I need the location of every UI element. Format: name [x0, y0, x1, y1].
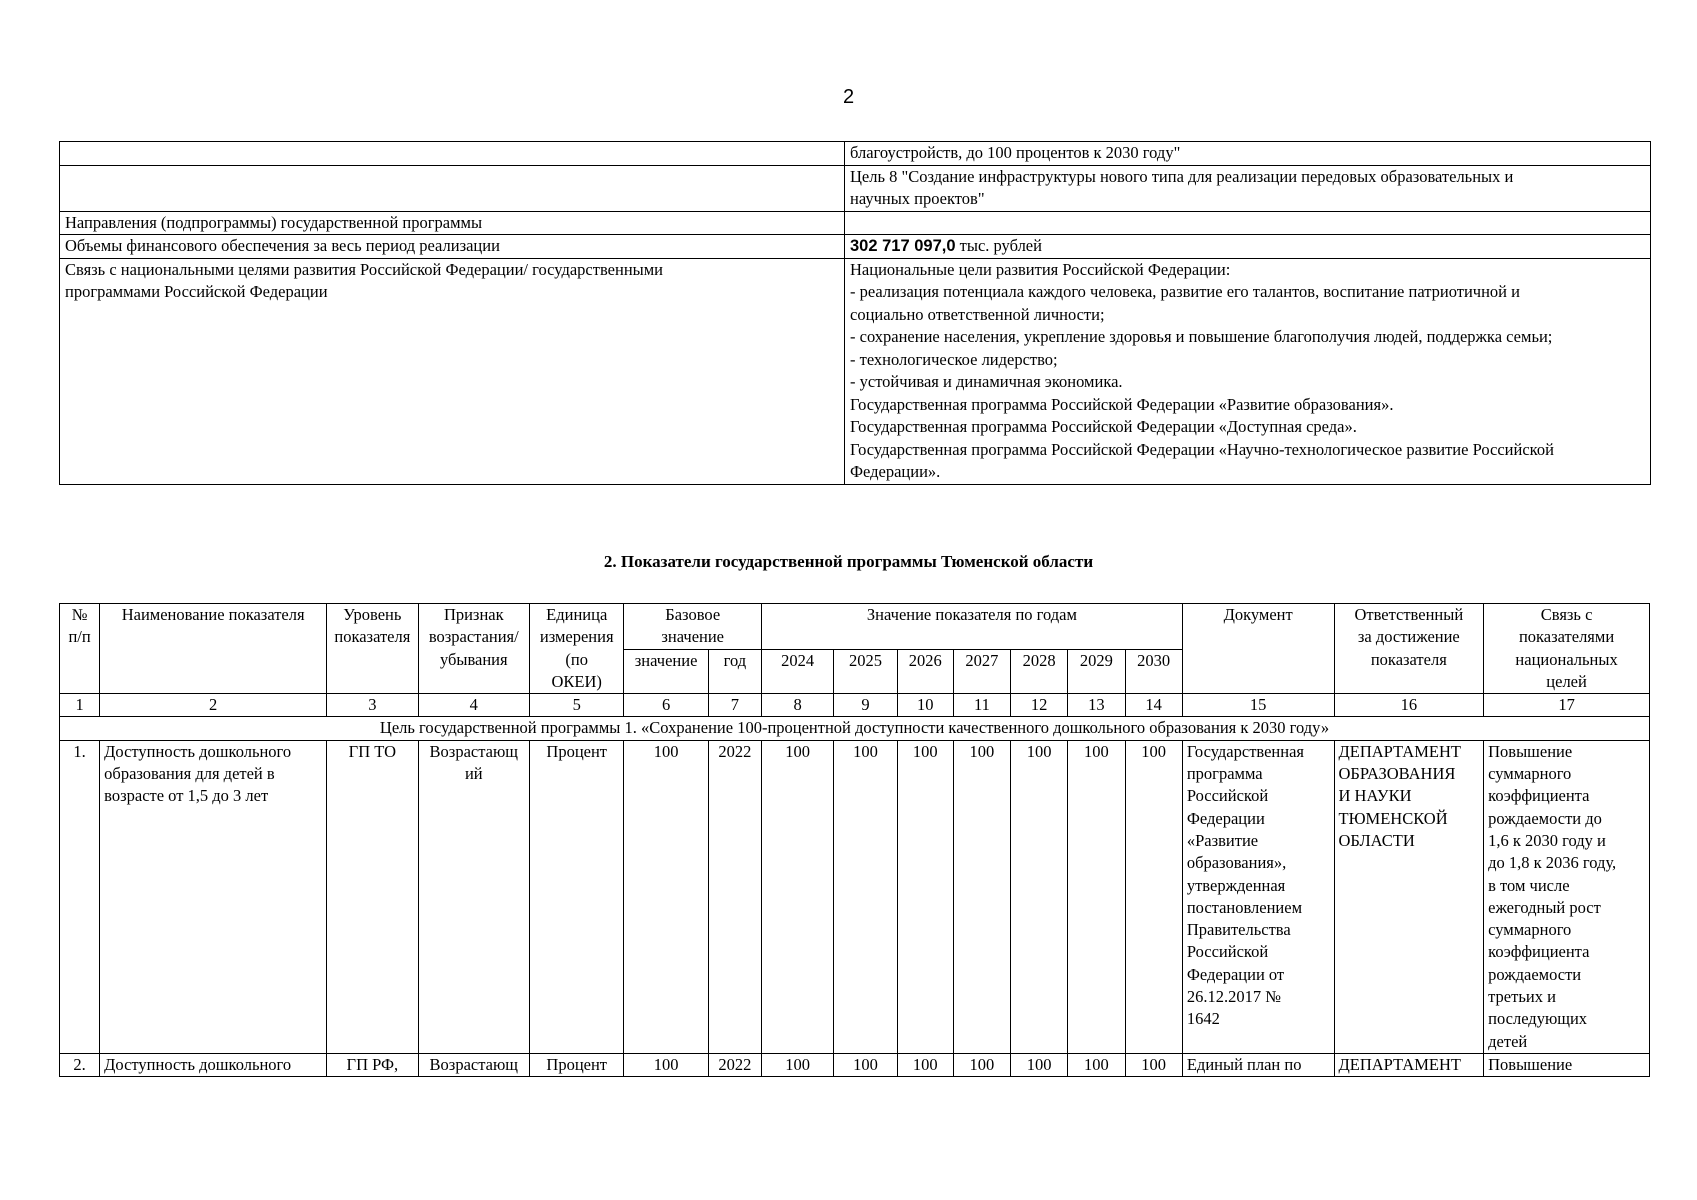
text-line: Федерации от: [1186, 964, 1285, 984]
text-line: коэффициента: [1488, 786, 1590, 806]
text-line: Государственная программа Российской Федерации «Доступная среда».: [850, 417, 1357, 436]
passport-right-cell: [845, 235, 1651, 259]
text-line: - реализация потенциала каждого человека, развитие его талантов, воспитание патриотичной и: [850, 282, 1520, 301]
indicator-name: [100, 740, 327, 1053]
text-line: социально ответственной личности;: [850, 304, 1105, 324]
column-number: 1: [60, 694, 100, 717]
header-row: [60, 604, 1650, 650]
text-line: детей: [1488, 1031, 1528, 1051]
table-row: [60, 740, 1650, 1053]
text-line: утвержденная: [1186, 875, 1286, 895]
header-base: [624, 604, 762, 650]
indicator-national-link: Повышение: [1484, 1053, 1650, 1076]
column-number: 7: [708, 694, 761, 717]
year-value: 100: [953, 1053, 1010, 1076]
passport-left-cell: [60, 258, 845, 484]
passport-right-cell: [845, 165, 1651, 211]
header-base-value: значение: [624, 649, 708, 694]
text-line: Российской: [1186, 942, 1269, 962]
text-line: ОБЛАСТИ: [1338, 830, 1415, 850]
year-value: 100: [1125, 1053, 1182, 1076]
text-line: - сохранение населения, укрепление здоровья и повышение благополучия людей, поддержка семьи;: [850, 327, 1553, 346]
passport-left-cell: Направления (подпрограммы) государственной программы: [60, 211, 845, 235]
passport-row: [60, 211, 1651, 235]
text-line: программами Российской Федерации: [65, 282, 328, 301]
header-line: показателя: [1370, 649, 1447, 669]
column-number: 8: [762, 694, 834, 717]
text-line: коэффициента: [1488, 942, 1590, 962]
header-year: 2026: [897, 649, 953, 694]
indicator-responsible: ДЕПАРТАМЕНТ: [1334, 1053, 1484, 1076]
header-year: 2030: [1125, 649, 1182, 694]
text-line: Связь с национальными целями развития Российской Федерации/ государственными: [65, 259, 664, 279]
text-line: ОБРАЗОВАНИЯ: [1338, 764, 1456, 784]
header-responsible: [1334, 604, 1484, 694]
header-line: измерения: [539, 627, 614, 647]
text-line: программа: [1186, 764, 1263, 784]
indicator-sign: [418, 740, 529, 1053]
text-line: Возрастающ: [429, 741, 518, 761]
column-number: 11: [953, 694, 1010, 717]
header-sign: [418, 604, 529, 694]
header-number: [60, 604, 100, 694]
indicator-document: Единый план по: [1182, 1053, 1334, 1076]
header-line: Уровень: [343, 605, 402, 624]
indicator-unit: Процент: [530, 740, 624, 1053]
column-number-row: [60, 694, 1650, 717]
year-value: 100: [834, 1053, 897, 1076]
column-number: 6: [624, 694, 708, 717]
passport-row: [60, 165, 1651, 211]
text-line: И НАУКИ: [1338, 786, 1412, 806]
text-line: Цель 8 "Создание инфраструктуры нового типа для реализации передовых образовательных и: [850, 166, 1514, 186]
text-line: Государственная программа Российской Федерации «Развитие образования».: [850, 394, 1394, 414]
text-line: Государственная программа Российской Федерации «Научно-технологическое развитие Российской: [850, 439, 1554, 459]
header-base-year: год: [708, 649, 761, 694]
goal-row: [60, 717, 1650, 740]
header-link: [1484, 604, 1650, 694]
header-year: 2028: [1011, 649, 1068, 694]
indicator-unit: Процент: [530, 1053, 624, 1076]
header-line: п/п: [68, 627, 91, 647]
column-number: 17: [1484, 694, 1650, 717]
header-year: 2027: [953, 649, 1010, 694]
header-line: Признак: [443, 605, 504, 624]
passport-left-cell: Объемы финансового обеспечения за весь период реализации: [60, 235, 845, 259]
header-line: Ответственный: [1354, 605, 1464, 624]
column-number: 12: [1011, 694, 1068, 717]
text-line: рождаемости: [1488, 964, 1582, 984]
header-years-group: Значение показателя по годам: [762, 604, 1183, 650]
text-line: благоустройств, до 100 процентов к 2030 году": [850, 143, 1181, 162]
indicator-level: ГП ТО: [327, 740, 418, 1053]
text-line: ежегодный рост: [1488, 897, 1601, 917]
passport-table: [59, 141, 1651, 485]
text-line: последующих: [1488, 1009, 1588, 1029]
column-number: 3: [327, 694, 418, 717]
section-title: 2. Показатели государственной программы Тюменской области: [603, 552, 1094, 571]
header-line: убывания: [439, 649, 508, 669]
passport-right-cell: [845, 142, 1651, 166]
column-number: 2: [100, 694, 327, 717]
column-number: 13: [1068, 694, 1125, 717]
header-line: (по: [565, 649, 588, 669]
goal-text: Цель государственной программы 1. «Сохранение 100-процентной доступности качественного дошкольного образования к 2030 году»: [60, 717, 1650, 740]
text-line: в том числе: [1488, 875, 1570, 895]
text-line: Федерации: [1186, 808, 1265, 828]
base-value: 100: [624, 740, 708, 1053]
text-line: суммарного: [1488, 920, 1572, 940]
header-name: Наименование показателя: [100, 604, 327, 694]
funding-unit: тыс. рублей: [955, 236, 1042, 255]
text-line: Государственная: [1186, 741, 1305, 761]
column-number: 9: [834, 694, 897, 717]
text-line: «Развитие: [1186, 830, 1259, 850]
base-value: 100: [624, 1053, 708, 1076]
text-line: научных проектов": [850, 189, 985, 208]
text-line: возрасте от 1,5 до 3 лет: [104, 786, 269, 806]
text-line: до 1,8 к 2036 году,: [1488, 853, 1617, 873]
header-year: 2024: [762, 649, 834, 694]
text-line: Правительства: [1186, 920, 1291, 940]
text-line: 1,6 к 2030 году и: [1488, 830, 1606, 850]
base-year: 2022: [708, 740, 761, 1053]
header-line: ОКЕИ): [551, 671, 602, 691]
header-year: 2029: [1068, 649, 1125, 694]
text-line: образования»,: [1186, 853, 1287, 873]
header-line: возрастания/: [428, 627, 519, 647]
row-number: 1.: [60, 740, 100, 1053]
passport-right-cell: [845, 258, 1651, 484]
text-line: ДЕПАРТАМЕНТ: [1338, 741, 1461, 761]
funding-amount: 302 717 097,0: [850, 237, 956, 255]
passport-left-cell: [60, 165, 845, 211]
year-value: 100: [897, 740, 953, 1053]
text-line: ТЮМЕНСКОЙ: [1338, 808, 1448, 828]
column-number: 5: [530, 694, 624, 717]
year-value: 100: [953, 740, 1010, 1053]
header-line: №: [71, 605, 88, 624]
text-line: Национальные цели развития Российской Федерации:: [850, 259, 1231, 279]
text-line: ий: [464, 764, 483, 784]
text-line: Российской: [1186, 786, 1269, 806]
indicator-responsible: [1334, 740, 1484, 1053]
text-line: образования для детей в: [104, 764, 275, 784]
indicator-name: Доступность дошкольного: [100, 1053, 327, 1076]
table-row: [60, 1053, 1650, 1076]
text-line: постановлением: [1186, 897, 1303, 917]
column-number: 15: [1182, 694, 1334, 717]
text-line: - устойчивая и динамичная экономика.: [850, 372, 1123, 391]
year-value: 100: [1068, 740, 1125, 1053]
header-line: Базовое: [665, 605, 721, 624]
base-year: 2022: [708, 1053, 761, 1076]
year-value: 100: [834, 740, 897, 1053]
year-value: 100: [1011, 1053, 1068, 1076]
indicator-national-link: [1484, 740, 1650, 1053]
text-line: - технологическое лидерство;: [850, 349, 1058, 369]
year-value: 100: [1125, 740, 1182, 1053]
header-line: Единица: [546, 605, 608, 624]
column-number: 10: [897, 694, 953, 717]
page-number: 2: [842, 86, 855, 108]
passport-row: [60, 258, 1651, 484]
header-year: 2025: [834, 649, 897, 694]
header-document: Документ: [1182, 604, 1334, 694]
year-value: 100: [1068, 1053, 1125, 1076]
year-value: 100: [762, 740, 834, 1053]
header-line: национальных: [1515, 649, 1618, 669]
header-line: Связь с: [1540, 605, 1593, 624]
text-line: 26.12.2017 №: [1186, 987, 1281, 1007]
indicator-document: [1182, 740, 1334, 1053]
passport-row: [60, 235, 1651, 259]
indicator-level: ГП РФ,: [327, 1053, 418, 1076]
header-line: за достижение: [1357, 627, 1460, 647]
indicator-sign: Возрастающ: [418, 1053, 529, 1076]
header-line: целей: [1546, 671, 1587, 691]
year-value: 100: [762, 1053, 834, 1076]
header-unit: [530, 604, 624, 694]
text-line: третьих и: [1488, 987, 1556, 1007]
text-line: рождаемости до: [1488, 808, 1602, 828]
row-number: 2.: [60, 1053, 100, 1076]
header-line: показателя: [334, 627, 411, 647]
passport-left-cell: [60, 142, 845, 166]
text-line: Доступность дошкольного: [104, 741, 292, 761]
passport-right-cell: [845, 211, 1651, 235]
column-number: 14: [1125, 694, 1182, 717]
text-line: суммарного: [1488, 764, 1572, 784]
text-line: Федерации».: [850, 462, 941, 481]
year-value: 100: [897, 1053, 953, 1076]
column-number: 4: [418, 694, 529, 717]
header-level: [327, 604, 418, 694]
column-number: 16: [1334, 694, 1484, 717]
passport-row: [60, 142, 1651, 166]
text-line: Повышение: [1488, 741, 1573, 761]
indicators-table: [59, 603, 1650, 1077]
year-value: 100: [1011, 740, 1068, 1053]
header-line: показателями: [1518, 627, 1615, 647]
text-line: 1642: [1186, 1009, 1220, 1029]
header-line: значение: [661, 627, 725, 647]
